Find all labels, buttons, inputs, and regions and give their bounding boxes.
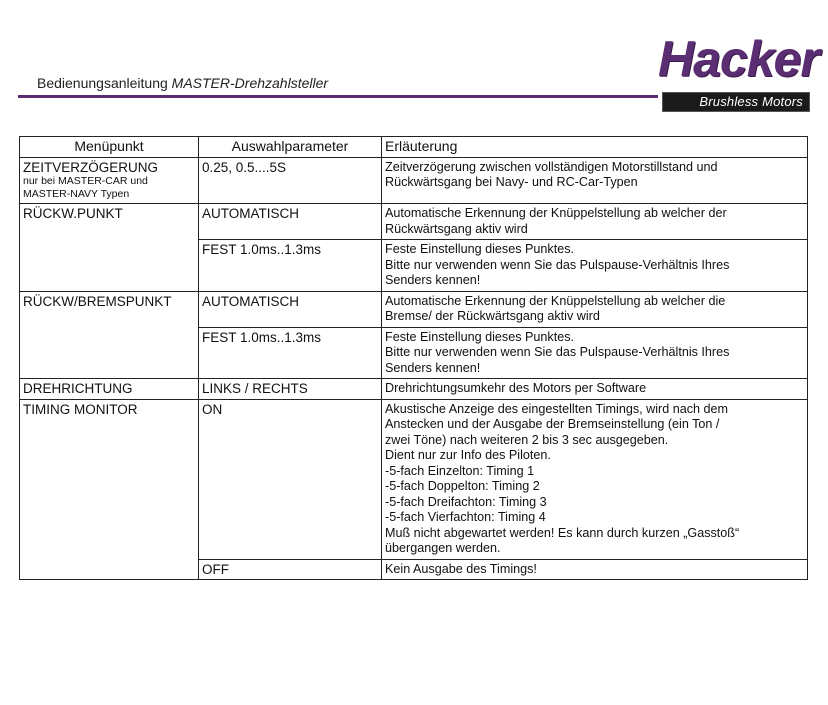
description-line: Feste Einstellung dieses Punktes. — [385, 242, 575, 256]
param-cell: LINKS / RECHTS — [199, 379, 382, 400]
menu-label: ZEITVERZÖGERUNG — [23, 159, 159, 175]
menu-note: nur bei MASTER-CAR und — [23, 175, 148, 187]
header-divider — [18, 95, 658, 98]
header-menupunkt: Menüpunkt — [20, 137, 199, 158]
description-line: Bitte nur verwenden wenn Sie das Pulspause-Verhältnis Ihres — [385, 257, 730, 272]
param-cell: FEST 1.0ms..1.3ms — [199, 240, 382, 292]
description-cell — [382, 399, 808, 559]
param-cell: AUTOMATISCH — [199, 291, 382, 327]
description-line: Bitte nur verwenden wenn Sie das Pulspause-Verhältnis Ihres — [385, 345, 730, 359]
param-cell: OFF — [199, 559, 382, 580]
menu-cell: RÜCKW/BREMSPUNKT — [20, 291, 199, 379]
description-line: Akustische Anzeige des eingestellten Timings, wird nach dem — [385, 401, 729, 416]
header-auswahlparameter: Auswahlparameter — [199, 137, 382, 158]
menu-cell: TIMING MONITOR — [20, 399, 199, 580]
description-line: Senders kennen! — [385, 273, 481, 287]
description-cell — [382, 327, 808, 379]
logo-wordmark: Hacker — [658, 31, 819, 87]
description-line: -5-fach Vierfachton: Timing 4 — [385, 510, 546, 524]
description-line: -5-fach Doppelton: Timing 2 — [385, 479, 540, 493]
menu-cell: DREHRICHTUNG — [20, 379, 199, 400]
description-line: -5-fach Dreifachton: Timing 3 — [385, 494, 547, 509]
description-cell — [382, 379, 808, 400]
description-cell — [382, 240, 808, 292]
description-line: Rückwärtsgang aktiv wird — [385, 221, 528, 236]
description-cell — [382, 291, 808, 327]
param-cell: FEST 1.0ms..1.3ms — [199, 327, 382, 379]
table-row — [20, 157, 808, 204]
description-line: Automatische Erkennung der Knüppelstellung ab welcher der — [385, 206, 727, 220]
description-line: Feste Einstellung dieses Punktes. — [385, 329, 575, 344]
table-header-row — [20, 137, 808, 158]
description-line: Muß nicht abgewartet werden! Es kann durch kurzen „Gasstoß“ — [385, 525, 740, 540]
page-title — [37, 75, 328, 91]
hacker-logo — [656, 31, 819, 112]
description-line: Zeitverzögerung zwischen vollständigen Motorstillstand und — [385, 159, 718, 174]
title-prefix: Bedienungsanleitung — [37, 75, 172, 91]
param-cell: 0.25, 0.5....5S — [199, 157, 382, 204]
description-line: zwei Töne) nach weiteren 2 bis 3 sec ausgegeben. — [385, 432, 669, 447]
description-cell — [382, 559, 808, 580]
table-row — [20, 291, 808, 327]
settings-table — [19, 136, 808, 580]
header-erlaeuterung: Erläuterung — [382, 137, 808, 158]
menu-cell: RÜCKW.PUNKT — [20, 204, 199, 292]
description-line: Drehrichtungsumkehr des Motors per Software — [385, 381, 647, 395]
description-line: Anstecken und der Ausgabe der Bremseinstellung (ein Ton / — [385, 417, 720, 431]
menu-note: MASTER-NAVY Typen — [23, 188, 130, 200]
description-line: Bremse/ der Rückwärtsgang aktiv wird — [385, 309, 600, 323]
description-cell — [382, 204, 808, 240]
table-row — [20, 379, 808, 400]
description-line: Automatische Erkennung der Knüppelstellung ab welcher die — [385, 293, 726, 308]
description-line: übergangen werden. — [385, 541, 501, 555]
table-row — [20, 204, 808, 240]
description-line: -5-fach Einzelton: Timing 1 — [385, 463, 535, 478]
description-line: Senders kennen! — [385, 360, 481, 375]
menu-cell — [20, 157, 199, 204]
description-line: Kein Ausgabe des Timings! — [385, 561, 537, 576]
param-cell: ON — [199, 399, 382, 559]
description-line: Rückwärtsgang bei Navy- und RC-Car-Typen — [385, 175, 638, 189]
title-product: MASTER-Drehzahlsteller — [171, 75, 329, 91]
table-row — [20, 399, 808, 559]
description-line: Dient nur zur Info des Piloten. — [385, 448, 551, 462]
logo-subtitle-bar — [662, 92, 810, 112]
logo-subtitle: Brushless Motors — [699, 94, 803, 109]
param-cell: AUTOMATISCH — [199, 204, 382, 240]
description-cell — [382, 157, 808, 204]
